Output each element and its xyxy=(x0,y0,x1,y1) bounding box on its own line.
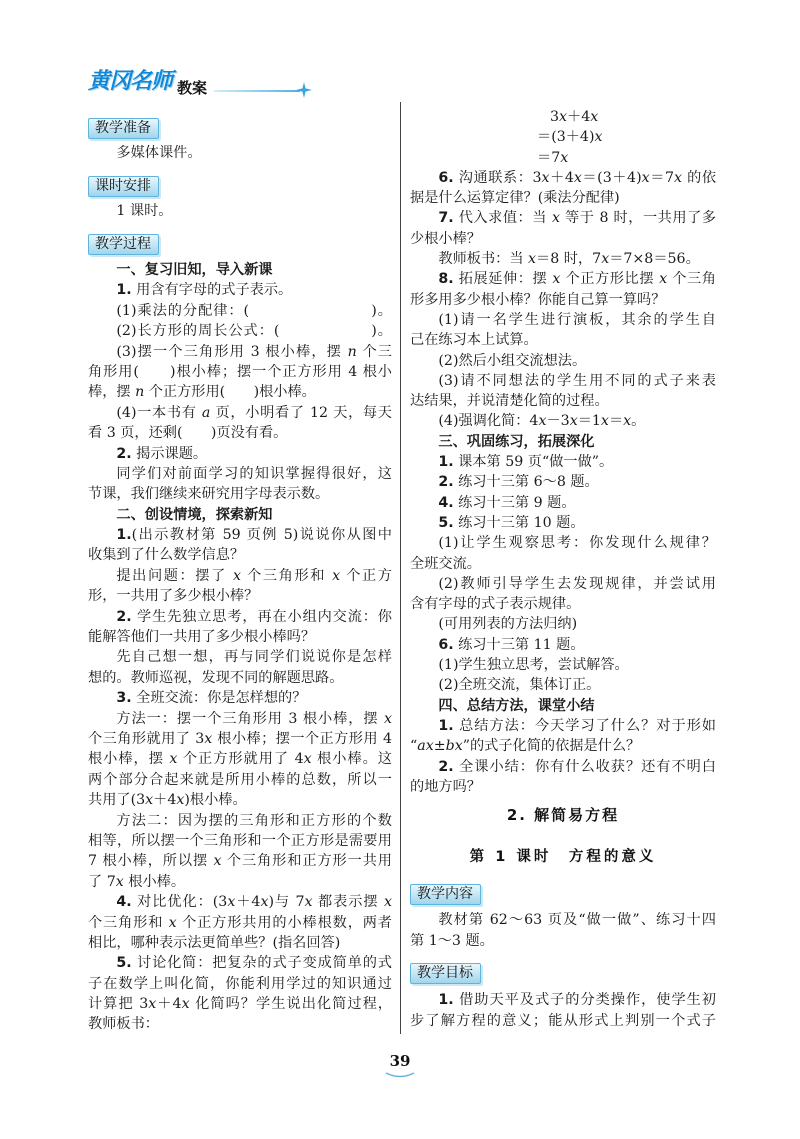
body-line: (1)让学生观察思考：你发现什么规律？ xyxy=(438,535,716,552)
label-lesson-schedule: 课时安排 xyxy=(88,176,159,197)
body-line: 根小棒，摆 x 个正方形就用了 4x 根小棒。这 xyxy=(88,751,392,768)
body-line: 形多用多少根小棒？你能自己算一算吗？ xyxy=(410,291,666,308)
body-line: 2. 揭示课题。 xyxy=(116,445,208,462)
section-heading: 二、创设情境，探索新知 xyxy=(116,506,273,523)
body-line: 看 3 页，还剩( )页没有看。 xyxy=(88,425,288,442)
body-line: 方法一：摆一个三角形用 3 根小棒，摆 x xyxy=(116,710,392,727)
section-heading: 一、复习旧知，导入新课 xyxy=(116,262,273,278)
body-line: (1)学生独立思考，尝试解答。 xyxy=(438,657,629,674)
body-line: 共用了(3x＋4x)根小棒。 xyxy=(88,792,247,809)
body-line: 2. 学生先独立思考，再在小组内交流：你 xyxy=(116,608,392,625)
body-line: 教师板书：当 x＝8 时，7x＝7×8＝56。 xyxy=(438,251,700,268)
body-line: (4)强调化简：4x－3x＝1x＝x。 xyxy=(438,413,646,430)
body-line: 的地方吗？ xyxy=(410,778,481,795)
body-line: (2)长方形的周长公式：( )。 xyxy=(116,323,392,340)
body-line: 相比，哪种表示法更简单些？(指名回答) xyxy=(88,934,341,951)
body-line: 1 课时。 xyxy=(116,203,173,219)
body-line: (1)请一名学生进行演板，其余的学生自 xyxy=(438,311,716,328)
board-line: 3x＋4x xyxy=(550,109,599,125)
body-line: 1.(出示教材第 59 页例 5)说说你从图中 xyxy=(116,527,392,544)
label-teaching-prep: 教学准备 xyxy=(88,118,159,139)
body-line: 了 7x 根小棒。 xyxy=(88,873,186,890)
body-line: 含有字母的式子表示规律。 xyxy=(410,596,581,613)
teaching-content-body xyxy=(410,910,716,951)
body-line: “ax±bx”的式子化简的依据是什么？ xyxy=(410,738,641,755)
chapter-title: 2. 解简易方程 xyxy=(506,806,620,824)
body-line: 角形用( )根小棒；摆一个正方形用 4 根小 xyxy=(88,363,392,380)
column-divider xyxy=(400,102,401,1034)
body-line: 7. 代入求值：当 x 等于 8 时，一共用了多 xyxy=(438,210,716,227)
body-line: 收集到了什么数学信息？ xyxy=(88,547,245,564)
body-line: (3)请不同想法的学生用不同的式子来表 xyxy=(438,372,716,389)
body-line: 个三角形和 x 个正方形共用的小棒根数，两者 xyxy=(88,914,392,931)
body-line: 7 根小棒，所以摆 x 个三角形和正方形一共用 xyxy=(88,853,392,870)
body-line: 方法二：因为摆的三角形和正方形的个数 xyxy=(116,812,392,829)
body-line: 8. 拓展延伸：摆 x 个正方形比摆 x 个三角 xyxy=(438,271,716,288)
body-line: 少根小棒？ xyxy=(410,230,481,247)
section-heading: 四、总结方法，课堂小结 xyxy=(438,697,595,714)
body-line: 多媒体课件。 xyxy=(116,145,202,161)
lesson-schedule-body xyxy=(88,201,392,221)
sparkle-star-icon xyxy=(296,82,312,98)
body-line: 1. 借助天平及式子的分类操作，使学生初 xyxy=(438,992,716,1008)
board-line: ＝(3＋4)x xyxy=(537,129,603,146)
body-line: 同学们对前面学习的知识掌握得很好，这 xyxy=(116,465,392,482)
teaching-objectives-body xyxy=(410,990,716,1031)
body-line: 子在数学上叫化简，你能利用学过的知识通过 xyxy=(88,975,392,992)
lesson-title: 第 1 课时 方程的意义 xyxy=(469,849,657,865)
body-line: 计算把 3x＋4x 化简吗？学生说出化简过程， xyxy=(88,996,392,1013)
body-line: 达结果，并说清楚化简的过程。 xyxy=(410,393,609,410)
body-line: (2)然后小组交流想法。 xyxy=(438,352,587,369)
body-line: 先自己想一想，再与同学们说说你是怎样 xyxy=(116,649,392,666)
body-line: 全班交流。 xyxy=(410,555,481,572)
body-line: 4. 练习十三第 9 题。 xyxy=(438,494,576,511)
body-line: 提出问题：摆了 x 个三角形和 x 个正方 xyxy=(116,567,392,584)
body-line: 6. 沟通联系：3x＋4x＝(3＋4)x＝7x 的依 xyxy=(438,169,717,186)
page-number: 39 xyxy=(389,1052,411,1070)
body-line: 想的。教师巡视，发现不同的解题思路。 xyxy=(88,669,344,686)
body-line: 教师板书： xyxy=(88,1016,159,1033)
body-line: (4)一本书有 a 页，小明看了 12 天，每天 xyxy=(116,404,392,421)
body-line: 4. 对比优化：(3x＋4x)与 7x 都表示摆 x xyxy=(116,894,392,911)
body-line: 两个部分合起来就是所用小棒的总数，所以一 xyxy=(88,771,392,788)
label-teaching-content: 教学内容 xyxy=(410,884,481,905)
body-line: 据是什么运算定律？(乘法分配律) xyxy=(410,190,620,207)
body-line: 形，一共用了多少根小棒？ xyxy=(88,588,259,605)
body-line: 步了解方程的意义；能从形式上判别一个式子 xyxy=(410,1012,716,1029)
body-line: (可用列表的方法归纳) xyxy=(438,616,578,633)
body-line: 5. 练习十三第 10 题。 xyxy=(438,514,585,531)
body-line: 2. 全课小结：你有什么收获？还有不明白 xyxy=(438,758,716,775)
body-line: 6. 练习十三第 11 题。 xyxy=(438,636,585,653)
body-line: 能解答他们一共用了多少根小棒吗？ xyxy=(88,629,316,646)
body-line: 1. 总结方法：今天学习了什么？对于形如 xyxy=(438,717,716,734)
header-rule xyxy=(214,90,300,92)
body-line: 个三角形就用了 3x 根小棒；摆一个正方形用 4 xyxy=(88,730,392,747)
publisher-logo: 黄冈名师 xyxy=(88,69,173,94)
body-line: 3. 全班交流：你是怎样想的？ xyxy=(116,690,307,707)
board-line: ＝7x xyxy=(537,149,569,166)
body-line: (2)全班交流，集体订正。 xyxy=(438,677,601,694)
body-line: (1)乘法的分配律：( )。 xyxy=(116,302,392,319)
body-line: 节课，我们继续来研究用字母表示数。 xyxy=(88,486,330,503)
body-line: 2. 练习十三第 6～8 题。 xyxy=(438,474,599,491)
body-line: 5. 讨论化简：把复杂的式子变成简单的式 xyxy=(116,955,392,972)
body-line: 棒，摆 n 个正方形用( )根小棒。 xyxy=(88,384,316,401)
label-teaching-process: 教学过程 xyxy=(88,234,159,255)
body-line: 教材第 62～63 页及“做一做”、练习十四 xyxy=(438,912,716,928)
teaching-process-continued xyxy=(410,107,716,797)
body-line: 1. 课本第 59 页“做一做”。 xyxy=(438,454,614,471)
body-line: 相等，所以摆一个三角形和一个正方形是需要用 xyxy=(88,832,392,849)
page-number-ornament xyxy=(384,1071,416,1079)
body-line: 1. 用含有字母的式子表示。 xyxy=(116,282,293,299)
teaching-prep-body xyxy=(88,143,392,163)
body-line: (2)教师引导学生去发现规律，并尝试用 xyxy=(438,575,716,592)
body-line: 己在练习本上试算。 xyxy=(410,332,538,349)
body-line: 第 1～3 题。 xyxy=(410,932,494,949)
body-line: (3)摆一个三角形用 3 根小棒，摆 n 个三 xyxy=(116,343,392,360)
book-type-label: 教案 xyxy=(177,79,208,97)
teaching-process-body xyxy=(88,260,392,1035)
section-heading: 三、巩固练习，拓展深化 xyxy=(438,433,595,450)
label-teaching-objectives: 教学目标 xyxy=(410,963,481,984)
